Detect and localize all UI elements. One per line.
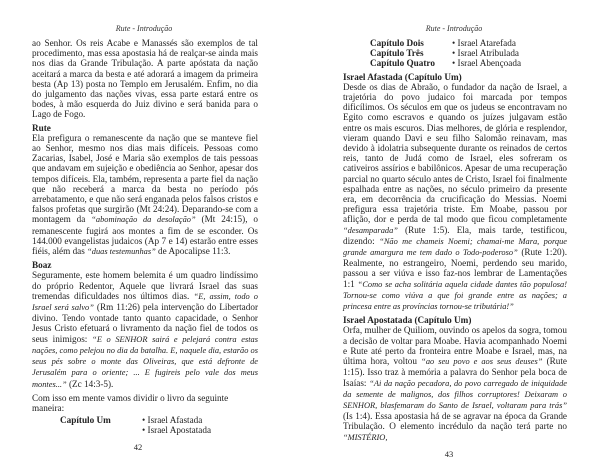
section-heading-boaz: Boaz	[32, 260, 52, 271]
outline-item: • Israel Atribulada	[452, 48, 519, 59]
outline-chapter-label: Capítulo Dois	[370, 38, 424, 48]
outline-chapter-label: Capítulo Um	[60, 415, 111, 426]
outline-chapter-label: Capítulo Quatro	[370, 58, 435, 69]
page-number: 43	[444, 448, 454, 459]
section-heading-rute: Rute	[32, 122, 51, 133]
section-heading-israel-apostatada: Israel Apostatada (Capítulo Um)	[343, 315, 472, 326]
page-number: 42	[133, 441, 143, 452]
quote: “Não me chameis Noemi; chamai-me Mara, porque grande amargura me tem dado o Todo-poderoso”	[343, 236, 568, 258]
outline-item: • Israel Abençoada	[452, 58, 522, 69]
outline-chapter-label: Capítulo Três	[370, 48, 424, 59]
chapter-outline	[60, 415, 258, 435]
text: (Zc 14:3-5).	[66, 378, 114, 389]
text: (Rm 11:26) pela intervenção do Libertador divino. Tendo vontade tanto quanto capacidade, o Senhor Jesus Cristo efetuará o livramento da nação fiel de todos os seus inimigos:	[32, 302, 258, 344]
running-head: Rute - Introdução	[425, 24, 483, 33]
text: Orfa, mulher de Quiliom, ouvindo os apelos da sogra, tomou a decisão de voltar para Moabe. Havia acompanhado Noemi e Rute até perto da fronteira entre Moabe e Israel, mas, na última hora, voltou	[343, 325, 567, 367]
paragraph	[343, 82, 567, 312]
left-page	[0, 0, 300, 450]
text: (Rute 1:20). Realmente, no estrangeiro, Noemi, perdendo seu marido, passou a ser viúva e isso faz-nos lembrar de Lamentações 1:1	[343, 247, 567, 289]
outline-item: • Israel Apostatada	[142, 425, 212, 436]
quote: “MISTÉRIO,	[343, 432, 388, 442]
text: (Rute 1:15). Isso traz à memória a palavra do Senhor pela boca de Isaías:	[343, 356, 567, 388]
right-page	[300, 0, 600, 459]
paragraph: ao Senhor. Os reis Acabe e Manassés são exemplos de tal procedimento, mas essa apostasia há de realçar-se ainda mais nos dias da Grande Tribulação. A parte apóstata da nação aceitará a marca da besta e até adorará a imagem da primeira besta (Ap 13) posta no Templo em Jerusalém. Enfim, no dia do julgamento das nações vivas, essa parte estará entre os bodes, à mão esquerda do Juiz divino e será banida para o Lago de Fogo.	[32, 38, 258, 120]
text: (Mt 24:15), o remanescente fugirá aos montes a fim de se esconder. Os 144.000 evangelistas judaicos (Ap 7 e 14) estarão entre esses fiéis, além das	[32, 214, 258, 257]
quote: “duas testemunhas”	[87, 247, 156, 257]
text: Desde os dias de Abraão, o fundador da nação de Israel, a trajetória do povo judaico foi marcada por tempos dificílimos. Os séculos em que os judeus se encontravam no Egito como escravos e quando os juízes julgavam estão entre os mais escuros. Dias melhores, de glória e resplendor, vieram quando Davi e seu filho Salomão reinavam, mas devido à idolatria subsequente durante os reinados de certos reis, tanto de Judá como de Israel, eles sofreram os cativeiros assírios e babilônicos. Apesar de uma recuperação parcial no quarto século antes de Cristo, Israel foi finalmente espalhada entre as nações, no século primeiro da presente era, em decorrência da crucificação do Messias. Noemi prefigura essa trajetória triste. Em Moabe, passou por aflição, dor e perda de tal modo que ficou completamente	[343, 81, 567, 225]
chapter-outline	[370, 38, 567, 69]
text: de Apocalipse 11:3.	[155, 246, 231, 257]
running-head: Rute - Introdução	[115, 24, 173, 33]
quote: “Ai da nação pecadora, do povo carregado de iniquidade da semente de malignos, dos filhos corruptores! Deixaram o SENHOR, blasfemaram do Santo de Israel, voltaram para trás”	[343, 378, 567, 410]
paragraph	[343, 325, 567, 442]
quote: “E o SENHOR sairá e pelejará contra estas nações, como pelejou no dia da batalha. E, naquele dia, estarão os seus pés sobre o monte das Oliveiras, que está defronte de Jerusalém para o oriente; ... E fugireis pelo vale dos meus montes...”	[32, 334, 258, 389]
outline-item: • Israel Afastada	[142, 415, 203, 426]
quote: “abominação da desolação”	[91, 215, 196, 225]
page-body	[343, 38, 567, 443]
quote: “Como se acha solitária aquela cidade dantes tão populosa! Tornou-se como viúva a que foi grande entre as nações; a princesa entre as províncias tornou-se tributária!”	[343, 279, 567, 312]
text: (Is 1:4). Essa apostasia há de se agravar na época da Grande Tribulação. O elemento incrédulo da nação terá parte no	[343, 411, 567, 432]
text: Seguramente, este homem belemita é um quadro lindíssimo do próprio Redentor, Aquele que livrará Israel das suas tremendas dificuldades nos últimos dias.	[32, 270, 258, 301]
page-column	[343, 38, 567, 459]
paragraph	[32, 270, 258, 389]
quote: “desamparada”	[343, 225, 398, 235]
text: Ela prefigura o remanescente da nação que se manteve fiel ao Senhor, mesmo nos dias mais difíceis. Pessoas como Zacarias, Isabel, José e Maria são exemplos de tais pessoas que andavam em sujeição e obediência ao Senhor, apesar dos tempos difíceis. Ela, também, representa a parte fiel da nação que não receberá a marca da besta no período pós arrebatamento, e que não será enganada pelos falsos cristos e falsos profetas que surgirão (Mt 24:24). Deparando-se com a montagem da	[32, 132, 258, 225]
text: (Rute 1:5). Ela, mais tarde, testificou, dizendo:	[343, 224, 567, 246]
quote: “E, assim, todo o Israel será salvo”	[32, 291, 258, 313]
quote: “ao seu povo e aos seus deuses”	[421, 357, 543, 367]
paragraph	[32, 133, 258, 257]
page-body	[32, 38, 258, 436]
section-heading-israel-afastada: Israel Afastada (Capítulo Um)	[343, 71, 462, 82]
page-column	[32, 38, 258, 452]
outline-item: • Israel Atarefada	[452, 38, 516, 48]
paragraph: Com isso em mente vamos dividir o livro da seguinte maneira:	[32, 392, 229, 413]
